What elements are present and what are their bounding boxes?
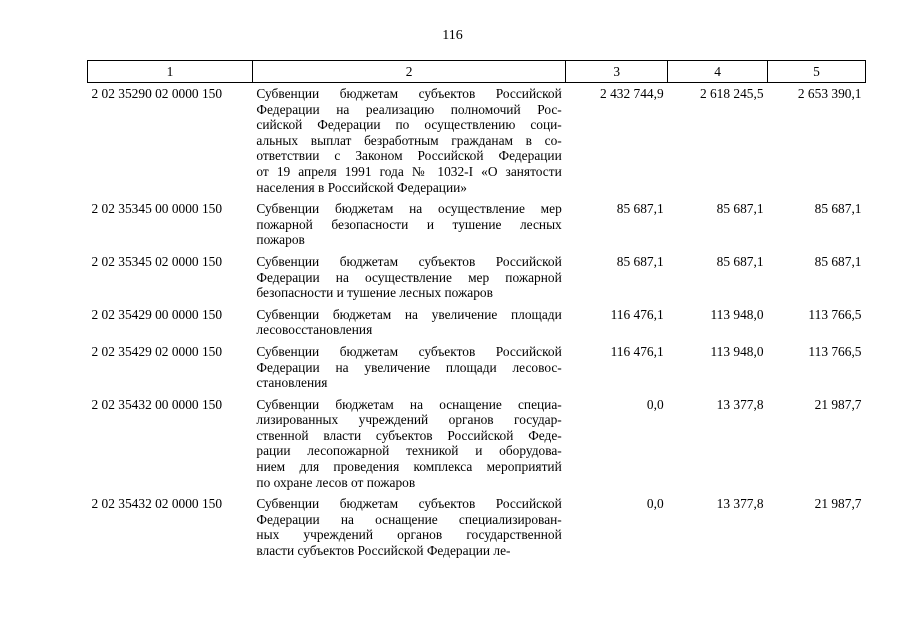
description-line: пожаров (256, 232, 305, 248)
budget-table (87, 60, 866, 562)
description-line: становления (256, 375, 328, 391)
description-line: Федерации на увеличение площади лесовос- (256, 359, 562, 375)
description-line: населения в Российской Федерации» (256, 179, 467, 195)
amount-col-5: 113 766,5 (808, 343, 862, 359)
amount-col-4: 85 687,1 (716, 253, 764, 269)
budget-code: 2 02 35432 02 0000 150 (91, 496, 223, 512)
amount-col-4: 13 377,8 (716, 396, 764, 412)
amount-col-3: 116 476,1 (610, 343, 664, 359)
column-header-1: 1 (88, 61, 253, 83)
budget-description (252, 198, 565, 251)
table-row (88, 304, 866, 341)
budget-code: 2 02 35432 00 0000 150 (91, 396, 223, 412)
budget-code: 2 02 35345 02 0000 150 (91, 253, 223, 269)
description-line: Субвенции бюджетам субъектов Российской (256, 86, 562, 101)
budget-description (252, 304, 565, 341)
description-line: безопасности и тушение лесных пожаров (256, 285, 493, 301)
description-line: от 19 апреля 1991 года № 1032-I «О занятости (256, 163, 562, 179)
column-header-4: 4 (668, 61, 768, 83)
description-line: Субвенции бюджетам на оснащение специа- (256, 396, 562, 412)
table-row (88, 394, 866, 494)
amount-col-4: 113 948,0 (710, 306, 764, 322)
amount-col-4: 113 948,0 (710, 343, 764, 359)
budget-description (252, 341, 565, 394)
budget-description (252, 251, 565, 304)
column-header-3: 3 (566, 61, 668, 83)
amount-col-3: 0,0 (646, 396, 664, 412)
column-header-2: 2 (252, 61, 565, 83)
header-row (88, 61, 866, 83)
budget-code: 2 02 35429 02 0000 150 (91, 343, 223, 359)
description-line: ных учреждений органов государственной (256, 527, 562, 543)
description-line: пожарной безопасности и тушение лесных (256, 216, 562, 232)
description-line: Субвенции бюджетам на осуществление мер (256, 201, 562, 217)
column-header-5: 5 (768, 61, 866, 83)
description-line: по охране лесов от пожаров (256, 474, 416, 490)
amount-col-3: 85 687,1 (616, 253, 664, 269)
amount-col-5: 113 766,5 (808, 306, 862, 322)
description-line: Субвенции бюджетам субъектов Российской (256, 496, 562, 512)
description-line: лизированных учреждений органов государ- (256, 412, 562, 428)
budget-code: 2 02 35429 00 0000 150 (91, 306, 223, 322)
table-row (88, 341, 866, 394)
description-line: рации лесопожарной техникой и оборудова- (256, 443, 562, 459)
table-row (88, 251, 866, 304)
amount-col-5: 21 987,7 (814, 396, 862, 412)
description-line: ответствии с Законом Российской Федерации (256, 148, 562, 164)
amount-col-5: 85 687,1 (814, 201, 862, 217)
amount-col-3: 116 476,1 (610, 306, 664, 322)
description-line: Субвенции бюджетам субъектов Российской (256, 253, 562, 269)
amount-col-3: 85 687,1 (616, 201, 664, 217)
description-line: Федерации на оснащение специализирован- (256, 511, 562, 527)
description-line: Субвенции бюджетам субъектов Российской (256, 343, 562, 359)
table-row (88, 83, 866, 199)
description-line: лесовосстановления (256, 322, 373, 338)
description-line: Субвенции бюджетам на увеличение площади (256, 306, 562, 322)
budget-description (252, 493, 565, 561)
amount-col-3: 2 432 744,9 (600, 86, 664, 101)
amount-col-3: 0,0 (646, 496, 664, 512)
budget-code: 2 02 35290 02 0000 150 (91, 86, 223, 101)
description-line: Федерации на реализацию полномочий Рос- (256, 101, 562, 117)
budget-code: 2 02 35345 00 0000 150 (91, 201, 223, 217)
amount-col-5: 21 987,7 (814, 496, 862, 512)
amount-col-5: 2 653 390,1 (797, 86, 862, 101)
table-row (88, 198, 866, 251)
description-line: власти субъектов Российской Федерации ле- (256, 543, 511, 559)
page-number: 116 (442, 28, 463, 43)
amount-col-5: 85 687,1 (814, 253, 862, 269)
table-row (88, 493, 866, 561)
description-line: Федерации на осуществление мер пожарной (256, 269, 562, 285)
description-line: сийской Федерации по осуществлению соци- (256, 117, 562, 133)
amount-col-4: 13 377,8 (716, 496, 764, 512)
amount-col-4: 85 687,1 (716, 201, 764, 217)
budget-description (252, 394, 565, 494)
amount-col-4: 2 618 245,5 (699, 86, 764, 101)
description-line: нием для проведения комплекса мероприятий (256, 459, 562, 475)
description-line: альных выплат безработным гражданам в со- (256, 132, 562, 148)
budget-description (252, 83, 565, 199)
description-line: ственной власти субъектов Российской Феде- (256, 427, 562, 443)
